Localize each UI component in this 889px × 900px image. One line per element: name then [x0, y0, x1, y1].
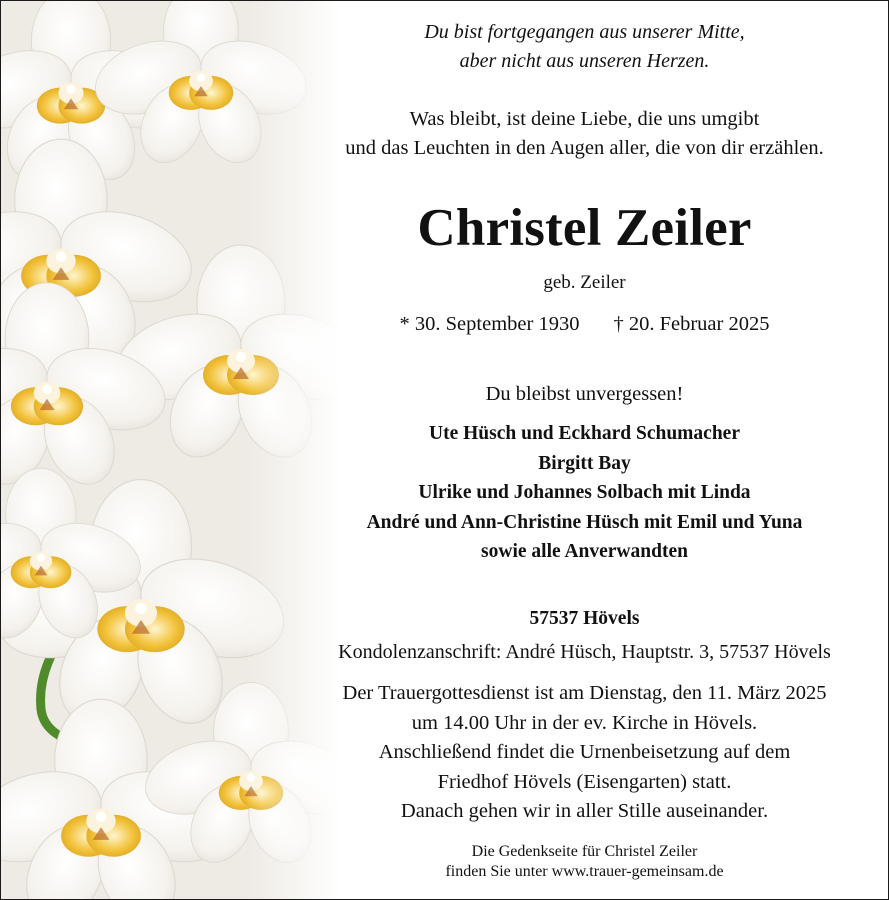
quote-line: aber nicht aus unseren Herzen.	[459, 50, 710, 72]
notice-text	[281, 1, 888, 899]
memorial-link[interactable]: finden Sie unter www.trauer-gemeinsam.de	[445, 863, 724, 880]
service-line: Friedhof Hövels (Eisengarten) statt.	[437, 770, 732, 793]
memorial-line: Die Gedenkseite für Christel Zeiler	[471, 843, 698, 860]
mourner-line: Ute Hüsch und Eckhard Schumacher	[429, 423, 740, 444]
birth-date: * 30. September 1930	[399, 313, 580, 335]
funeral-service-info	[281, 679, 888, 827]
life-dates	[281, 310, 888, 338]
verse-line: und das Leuchten in den Augen aller, die von dir erzählen.	[345, 137, 824, 159]
mourner-line: Ulrike und Johannes Solbach mit Linda	[418, 482, 751, 503]
mourner-line: André und Ann-Christine Hüsch mit Emil und Yuna	[366, 511, 803, 533]
verse-line: Was bleibt, ist deine Liebe, die uns umgibt	[409, 108, 760, 130]
service-line: Anschließend findet die Urnenbeisetzung auf dem	[378, 741, 791, 764]
mourner-line: Birgitt Bay	[538, 452, 631, 474]
service-line: um 14.00 Uhr in der ev. Kirche in Hövels.	[411, 711, 758, 734]
condolence-address: Kondolenzanschrift: André Hüsch, Hauptstr. 3, 57537 Hövels	[338, 641, 831, 663]
memorial-page-info	[281, 842, 888, 882]
birth-name: geb. Zeiler	[543, 272, 626, 293]
death-date: † 20. Februar 2025	[613, 313, 770, 335]
service-line: Danach gehen wir in aller Stille auseinander.	[400, 800, 769, 823]
deceased-name: Christel Zeiler	[417, 199, 752, 257]
farewell-quote	[281, 18, 888, 76]
mourner-line: sowie alle Anverwandten	[481, 541, 688, 562]
motto: Du bleibst unvergessen!	[485, 383, 684, 405]
service-line: Der Trauergottesdienst ist am Dienstag, den 11. März 2025	[342, 682, 827, 704]
verse	[281, 105, 888, 163]
quote-line: Du bist fortgegangen aus unserer Mitte,	[424, 21, 745, 43]
place: 57537 Hövels	[529, 608, 640, 629]
mourners-list	[281, 419, 888, 567]
